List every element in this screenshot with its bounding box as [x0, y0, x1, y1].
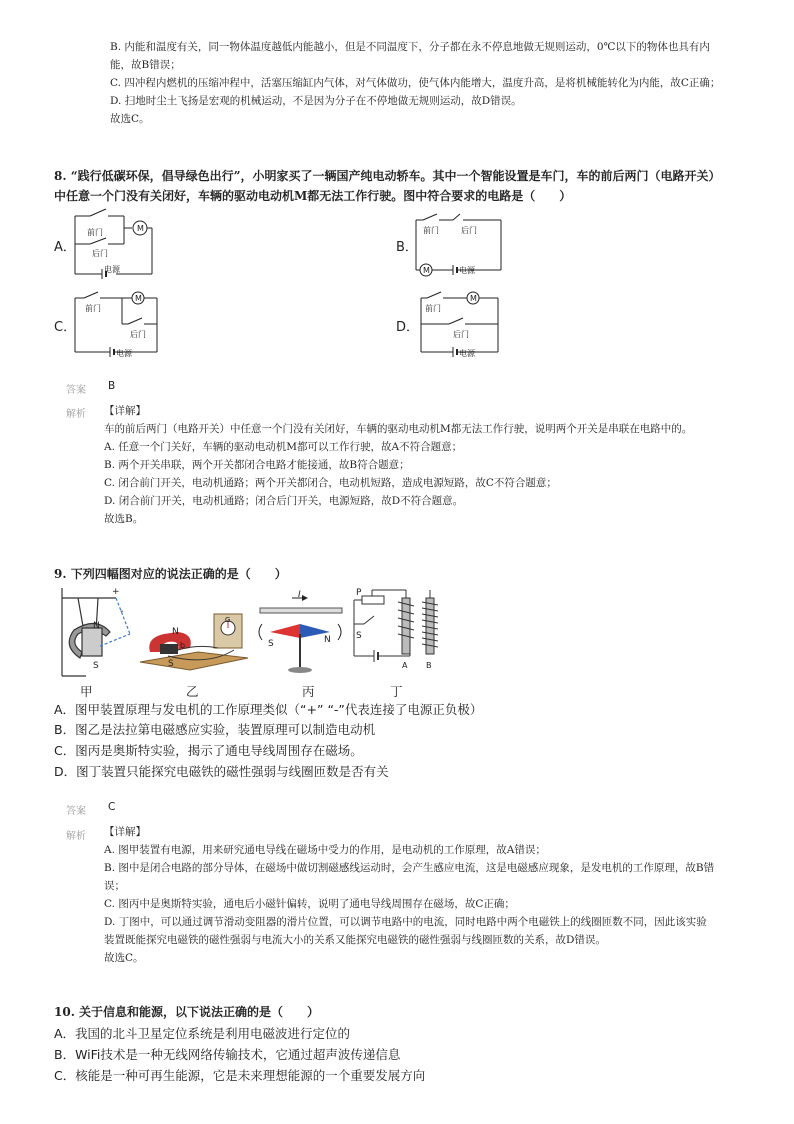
- text-line: B. 内能和温度有关，同一物体温度越低内能越小，但是不同温度下，分子都在永不停息地做无规则运动，0℃以下的物体也具有内: [110, 41, 710, 53]
- answer-label: 答案: [66, 806, 86, 817]
- text-line: 【详解】: [104, 405, 146, 417]
- figure-label-ding: 丁: [390, 684, 403, 699]
- power-label: 电源: [116, 349, 132, 358]
- text-line: B. 两个开关串联，两个开关都闭合电路才能接通，故B符合题意；: [104, 459, 410, 471]
- front-door-label: 前门: [423, 226, 439, 235]
- text-line: 【详解】: [104, 826, 146, 838]
- switch-s-label: S: [356, 631, 362, 641]
- plus-label: +: [112, 587, 120, 597]
- power-label: 电源: [104, 265, 120, 274]
- question-stem: 8. “践行低碳环保，倡导绿色出行”，小明家买了一辆国产纯电动轿车。其中一个智能设置是车门，车的前后两门（电路开关）: [54, 169, 721, 183]
- back-door-label: 后门: [92, 249, 108, 258]
- front-door-label: 前门: [87, 228, 103, 237]
- text-line: 车的前后两门（电路开关）中任意一个门没有关闭好，车辆的驱动电动机M都无法工作行驶，说明两个开关是串联在电路中的。: [104, 423, 693, 435]
- figure-jia: [56, 586, 136, 678]
- text-line: 误；: [104, 880, 125, 892]
- question-stem: 中任意一个门没有关闭好，车辆的驱动电动机M都无法工作行驶。图中符合要求的电路是（ ）: [54, 189, 572, 203]
- n-pole-label: N: [93, 621, 100, 631]
- option-d: D．图丁装置只能探究电磁铁的磁性强弱与线圈匝数是否有关: [54, 764, 389, 779]
- galvanometer-label: G: [225, 616, 231, 624]
- text-line: 故选C。: [104, 952, 144, 964]
- minus-label: -: [120, 606, 124, 617]
- option-label-b: B．: [396, 240, 418, 255]
- text-line: C. 图丙中是奥斯特实验，通电后小磁针偏转，说明了通电导线周围存在磁场，故C正确；: [104, 898, 515, 910]
- figure-label-jia: 甲: [80, 684, 93, 699]
- figure-label-yi: 乙: [186, 684, 199, 699]
- back-door-label: 后门: [453, 330, 469, 339]
- answer-value: B: [108, 380, 116, 392]
- text-line: C. 四冲程内燃机的压缩冲程中，活塞压缩缸内气体，对气体做功，使气体内能增大，温度升高，是将机械能转化为内能，故C正确；: [110, 77, 721, 89]
- answer-label: 答案: [66, 385, 86, 396]
- circuit-diagram-c: [72, 290, 164, 358]
- option-c: C．图丙是奥斯特实验，揭示了通电导线周围存在磁场。: [54, 743, 363, 758]
- figure-ding: [350, 586, 446, 678]
- figure-yi: [138, 604, 250, 676]
- circuit-diagram-b: [413, 212, 505, 278]
- s-pole-label: S: [168, 659, 174, 669]
- slider-p-label: P: [356, 588, 362, 598]
- n-pole-label: N: [324, 635, 331, 645]
- text-line: D. 丁图中，可以通过调节滑动变阻器的滑片位置，可以调节电路中的电流，同时电路中两个电磁铁上的线圈匝数不同，因此该实验: [104, 916, 707, 928]
- s-pole-label: S: [268, 639, 274, 649]
- circuit-diagram-a: [72, 206, 162, 280]
- option-label-d: D．: [396, 320, 420, 335]
- text-line: 装置既能探究电磁铁的磁性强弱与电流大小的关系又能探究电磁铁的磁性强弱与线圈匝数的关系，故D错误。: [104, 934, 606, 946]
- answer-value: C: [108, 801, 116, 813]
- text-line: 故选B。: [104, 513, 144, 525]
- back-door-label: 后门: [461, 226, 477, 235]
- question-stem: 10. 关于信息和能源，以下说法正确的是（ ）: [54, 1005, 320, 1019]
- question-stem: 9. 下列四幅图对应的说法正确的是（ ）: [54, 567, 287, 581]
- electromagnet-b-label: B: [426, 661, 432, 670]
- motor-label: M: [470, 294, 477, 303]
- option-c: C．核能是一种可再生能源，它是未来理想能源的一个重要发展方向: [54, 1068, 426, 1083]
- current-label: I: [298, 590, 301, 600]
- electromagnet-a-label: A: [402, 661, 408, 670]
- text-line: A. 任意一个门关好，车辆的驱动电动机M都可以工作行驶，故A不符合题意；: [104, 441, 463, 453]
- option-label-a: A．: [54, 240, 76, 255]
- text-line: D. 闭合前门开关，电动机通路；闭合后门开关，电源短路，故D不符合题意。: [104, 495, 464, 507]
- power-label: 电源: [459, 349, 475, 358]
- text-line: B. 图中是闭合电路的部分导体，在磁场中做切割磁感线运动时，会产生感应电流，这是电磁感应现象，是发电机的工作原理，故B错: [104, 862, 715, 874]
- analysis-label: 解析: [66, 831, 86, 842]
- analysis-label: 解析: [66, 409, 86, 420]
- text-line: 能，故B错误；: [110, 59, 181, 71]
- motor-label: M: [135, 294, 142, 303]
- text-line: D. 扫地时尘土飞扬是宏观的机械运动，不是因为分子在不停地做无规则运动，故D错误。: [110, 95, 522, 107]
- option-a: A．图甲装置原理与发电机的工作原理类似（“+” “-”代表连接了电源正负极）: [54, 702, 483, 717]
- b-label: b: [180, 641, 186, 650]
- power-label: 电源: [459, 266, 475, 275]
- s-pole-label: S: [93, 661, 99, 671]
- option-a: A．我国的北斗卫星定位系统是利用电磁波进行定位的: [54, 1026, 351, 1041]
- front-door-label: 前门: [85, 304, 101, 313]
- text-line: C. 闭合前门开关，电动机通路；两个开关都闭合，电动机短路，造成电源短路，故C不符合题意；: [104, 477, 557, 489]
- n-pole-label: N: [172, 627, 179, 637]
- figure-bing: [254, 590, 348, 676]
- circuit-diagram-d: [413, 290, 505, 358]
- text-line: 故选C。: [110, 113, 150, 125]
- option-b: B．WiFi技术是一种无线网络传输技术，它通过超声波传递信息: [54, 1047, 401, 1062]
- motor-label: M: [423, 266, 430, 275]
- back-door-label: 后门: [130, 330, 146, 339]
- option-label-c: C．: [54, 320, 77, 335]
- option-b: B．图乙是法拉第电磁感应实验，装置原理可以制造电动机: [54, 722, 376, 737]
- motor-label: M: [137, 224, 144, 233]
- figure-label-bing: 丙: [302, 684, 315, 699]
- text-line: A. 图甲装置有电源，用来研究通电导线在磁场中受力的作用，是电动机的工作原理，故A错误；: [104, 844, 546, 856]
- front-door-label: 前门: [425, 304, 441, 313]
